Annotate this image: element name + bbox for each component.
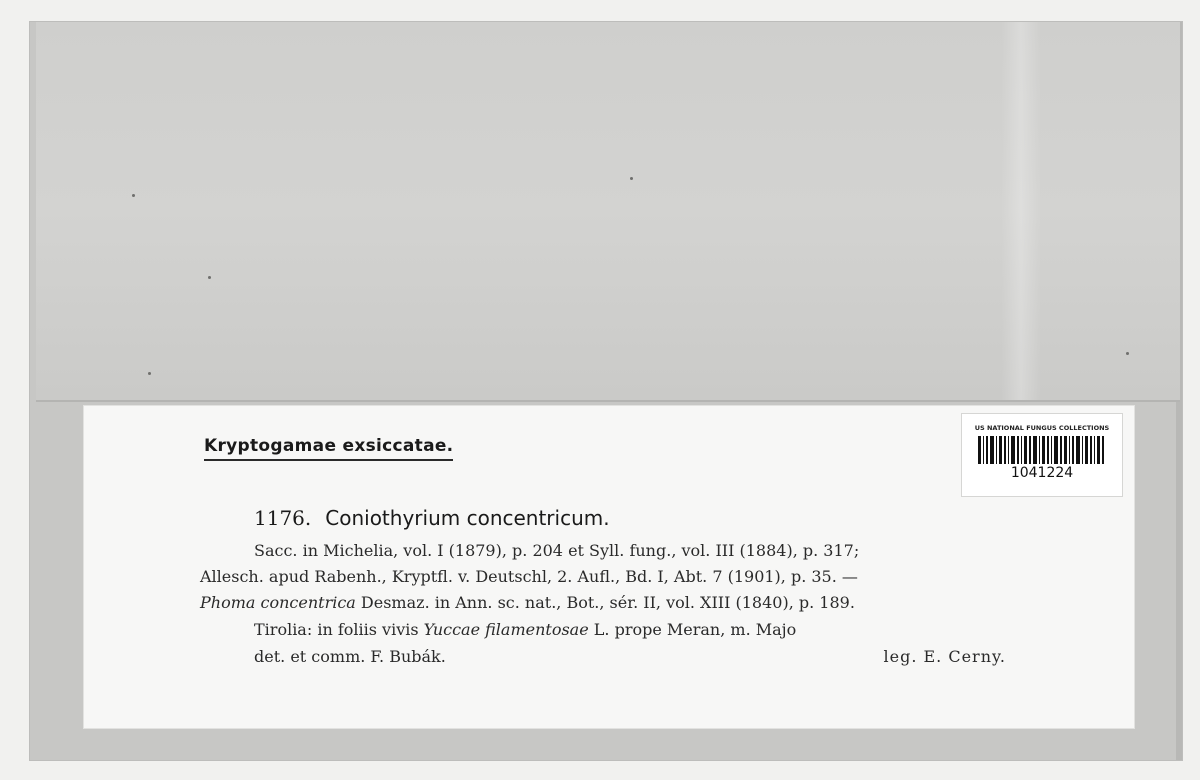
- paper-fleck: [148, 372, 151, 375]
- synonym-line: [200, 593, 855, 612]
- paper-fleck: [630, 177, 633, 180]
- synonym-citation: Desmaz. in Ann. sc. nat., Bot., sér. II, vol. XIII (1840), p. 189.: [355, 593, 855, 612]
- packet-flap: [36, 22, 1180, 402]
- reference-line: Sacc. in Michelia, vol. I (1879), p. 204 et Syll. fung., vol. III (1884), p. 317;: [254, 541, 860, 560]
- barcode-label: [962, 414, 1122, 496]
- flap-crease: [1001, 22, 1041, 400]
- collector-line: leg. E. Cerny.: [883, 647, 1006, 666]
- barcode-institution: US NATIONAL FUNGUS COLLECTIONS: [974, 424, 1110, 432]
- barcode-number: 1041224: [1010, 465, 1074, 481]
- barcode-icon: [978, 436, 1106, 464]
- paper-fleck: [1126, 352, 1129, 355]
- synonym-name: Phoma concentrica: [200, 593, 356, 612]
- species-heading: [254, 506, 610, 530]
- series-title: Kryptogamae exsiccatae.: [204, 436, 453, 461]
- species-name: Coniothyrium concentricum.: [325, 506, 610, 530]
- determiner-line: det. et comm. F. Bubák.: [254, 647, 446, 666]
- paper-fleck: [208, 276, 211, 279]
- exsiccata-number: 1176.: [254, 506, 312, 530]
- locality-line: [254, 620, 796, 639]
- locality-suffix: L. prope Meran, m. Majo: [588, 620, 797, 639]
- paper-fleck: [132, 194, 135, 197]
- reference-line: Allesch. apud Rabenh., Kryptfl. v. Deutschl, 2. Aufl., Bd. I, Abt. 7 (1901), p. 35. —: [200, 567, 858, 586]
- host-name: Yuccae filamentosae: [423, 620, 589, 639]
- locality-prefix: Tirolia: in foliis vivis: [254, 620, 424, 639]
